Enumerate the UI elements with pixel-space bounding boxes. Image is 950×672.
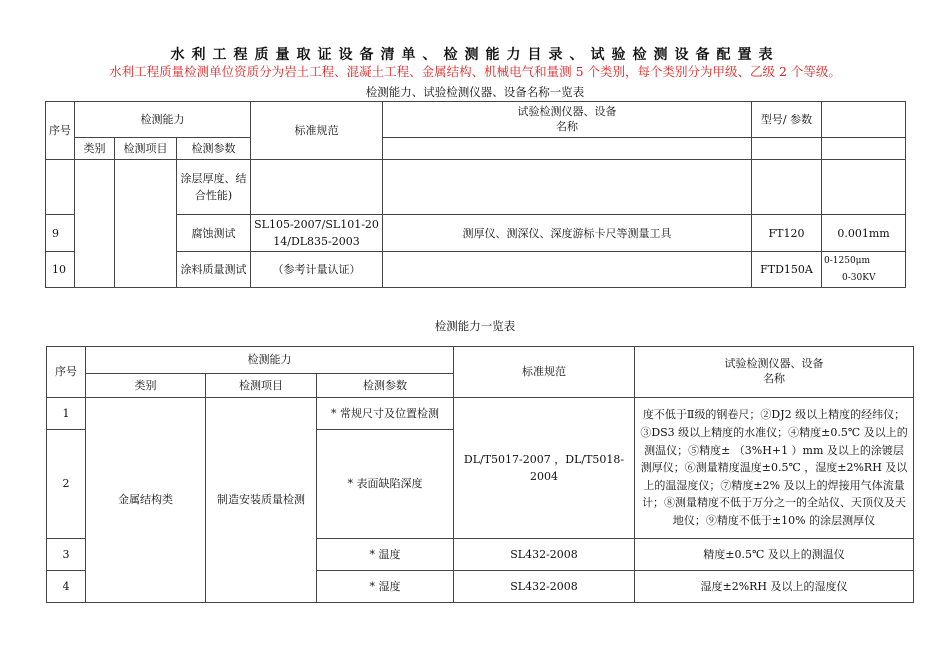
cell-standard bbox=[251, 160, 383, 215]
table-row bbox=[46, 160, 906, 215]
header-model-sub bbox=[752, 138, 822, 160]
cell-model bbox=[752, 160, 822, 215]
cell-seq: 10 bbox=[46, 252, 75, 288]
cell-model: FTD150A bbox=[752, 252, 822, 288]
header-param: 检测参数 bbox=[317, 374, 454, 398]
cell-param: 涂层厚度、结合性能) bbox=[177, 160, 251, 215]
table-header-row bbox=[46, 102, 906, 138]
header-spec-sub bbox=[822, 138, 906, 160]
cell-seq: 9 bbox=[46, 215, 75, 252]
cell-device bbox=[383, 252, 752, 288]
cell-category-merged bbox=[75, 160, 115, 288]
cell-seq bbox=[46, 160, 75, 215]
table1-caption: 检测能力、试验检测仪器、设备名称一览表 bbox=[365, 85, 585, 99]
spec-line-2: 0-30KV bbox=[842, 272, 876, 283]
cell-standard: （参考计量认证） bbox=[251, 252, 383, 288]
spec-line-1: 0-1250μm bbox=[824, 256, 871, 267]
header-device bbox=[635, 347, 914, 398]
header-device-sub bbox=[383, 138, 752, 160]
document-subtitle: 水利工程质量检测单位资质分为岩土工程、混凝土工程、金属结构、机械电气和量测 5 个类别，每个类别分为甲级、乙级 2 个等级。 bbox=[109, 64, 841, 79]
header-device bbox=[383, 102, 752, 138]
document-title: 水利工程质量取证设备清单、检测能力目录、试验检测设备配置表 bbox=[170, 47, 780, 63]
cell-spec bbox=[822, 160, 906, 215]
cell-spec: 0.001mm bbox=[822, 215, 906, 252]
header-item: 检测项目 bbox=[115, 138, 177, 160]
header-category: 类别 bbox=[75, 138, 115, 160]
header-seq: 序号 bbox=[46, 102, 75, 160]
cell-seq: 2 bbox=[47, 430, 86, 539]
cell-standard: SL432-2008 bbox=[454, 571, 635, 603]
table-subheader-row bbox=[46, 138, 906, 160]
header-model: 型号/ 参数 bbox=[752, 102, 822, 138]
cell-param: 涂料质量测试 bbox=[177, 252, 251, 288]
cell-item: 制造安装质量检测 bbox=[206, 398, 317, 603]
cell-device: 测厚仪、测深仪、深度游标卡尺等测量工具 bbox=[383, 215, 752, 252]
header-param: 检测参数 bbox=[177, 138, 251, 160]
table-header-row bbox=[47, 347, 914, 374]
cell-param: * 温度 bbox=[317, 539, 454, 571]
cell-device: 湿度±2%RH 及以上的湿度仪 bbox=[635, 571, 914, 603]
cell-seq: 1 bbox=[47, 398, 86, 430]
cell-device: 精度±0.5℃ 及以上的测温仪 bbox=[635, 539, 914, 571]
header-capability: 检测能力 bbox=[86, 347, 454, 374]
cell-param: 腐蚀测试 bbox=[177, 215, 251, 252]
cell-standard: SL432-2008 bbox=[454, 539, 635, 571]
header-device-text: 试验检测仪器、设备 名称 bbox=[724, 357, 824, 385]
cell-device-merged: 度不低于Ⅱ级的钢卷尺；②DJ2 级以上精度的经纬仪；③DS3 级以上精度的水准仪；④精度±0.5℃ 及以上的测温仪；⑤精度± （3%H+1 ）mm 及以上的涂镀层测厚仪；⑥测量精度温度±0.5℃ ，湿度±2%RH 及以上的温湿度仪；⑦精度±2% 及以上的焊接用气体流量计；⑧测量精度不低于万分之一的全站仪、天顶仪及天地仪；⑨精度不低于±10% 的涂层测厚仪 bbox=[635, 398, 914, 539]
cell-category: 金属结构类 bbox=[86, 398, 206, 603]
cell-standard-merged: DL/T5017-2007 ，DL/T5018-2004 bbox=[454, 398, 635, 539]
cell-seq: 4 bbox=[47, 571, 86, 603]
cell-standard: SL105-2007/SL101-2014/DL835-2003 bbox=[251, 215, 383, 252]
header-spec-empty bbox=[822, 102, 906, 138]
cell-device bbox=[383, 160, 752, 215]
header-device-text: 试验检测仪器、设备 名称 bbox=[517, 104, 617, 133]
table-row bbox=[47, 398, 914, 430]
cell-model: FT120 bbox=[752, 215, 822, 252]
header-seq: 序号 bbox=[47, 347, 86, 398]
header-standard: 标准规范 bbox=[251, 102, 383, 160]
cell-param: * 湿度 bbox=[317, 571, 454, 603]
cell-seq: 3 bbox=[47, 539, 86, 571]
header-standard: 标准规范 bbox=[454, 347, 635, 398]
cell-param: * 表面缺陷深度 bbox=[317, 430, 454, 539]
header-item: 检测项目 bbox=[206, 374, 317, 398]
header-capability: 检测能力 bbox=[75, 102, 251, 138]
cell-spec bbox=[822, 252, 906, 288]
table2-caption: 检测能力一览表 bbox=[434, 319, 516, 333]
cell-param: * 常规尺寸及位置检测 bbox=[317, 398, 454, 430]
capability-list-table bbox=[46, 346, 914, 603]
capability-device-table bbox=[45, 101, 906, 288]
cell-item-merged bbox=[115, 160, 177, 288]
header-category: 类别 bbox=[86, 374, 206, 398]
